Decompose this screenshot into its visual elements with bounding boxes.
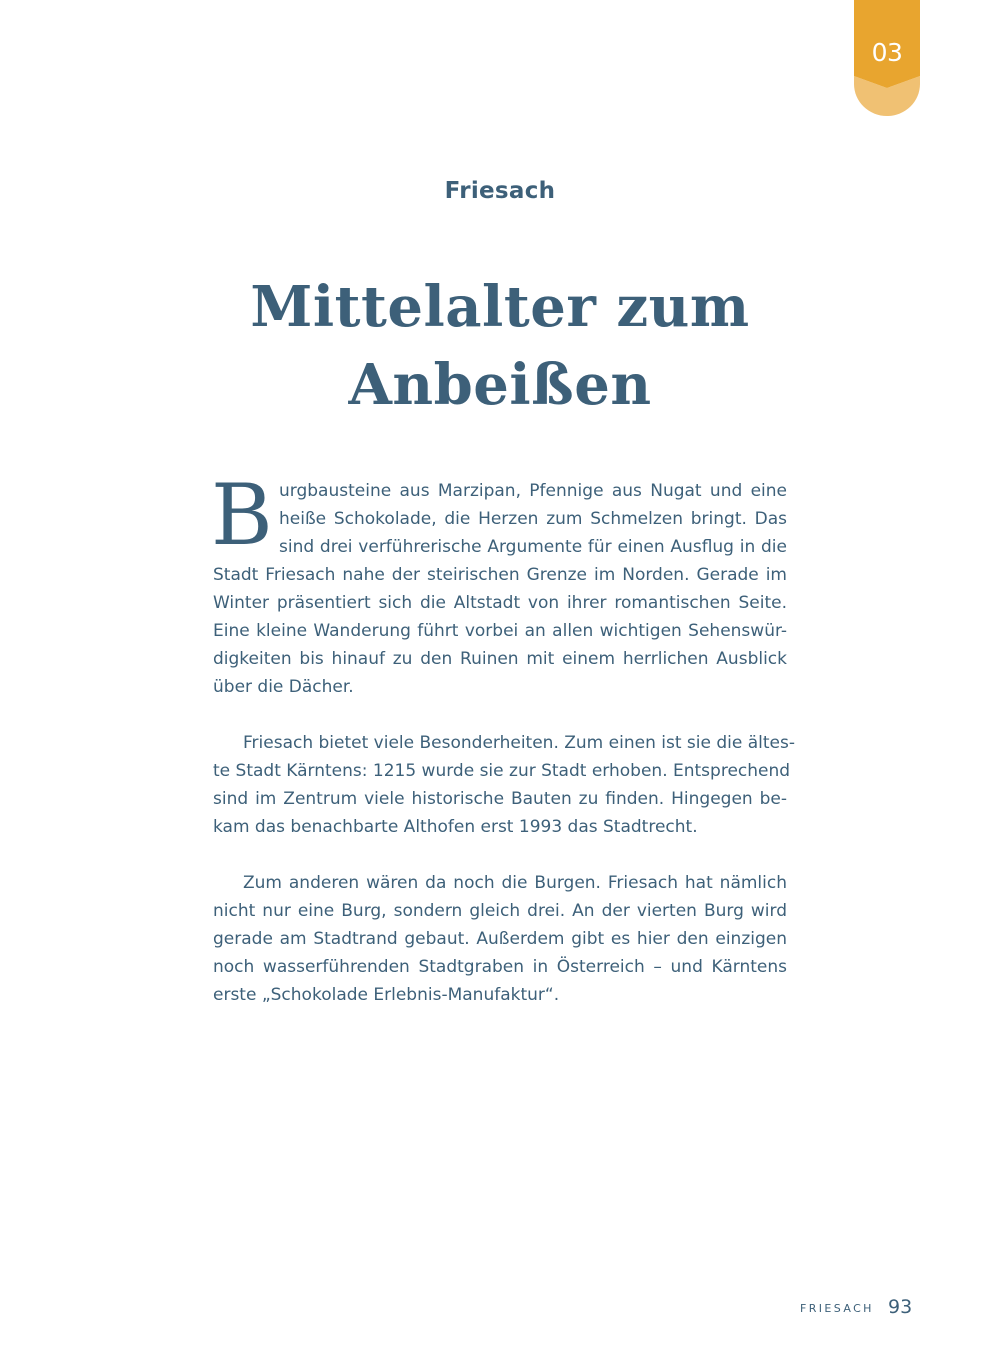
text-line: Friesach bietet viele Besonderheiten. Zum einen ist sie die ältes- (243, 733, 795, 753)
text-line: noch wasserführenden Stadtgraben in Österreich – und Kärntens (213, 957, 787, 977)
text-line: kam das benachbarte Althofen erst 1993 das Stadtrecht. (213, 817, 698, 837)
paragraph-2 (213, 729, 795, 841)
chapter-number: 03 (871, 38, 903, 67)
text-line: heiße Schokolade, die Herzen zum Schmelzen bringt. Das (279, 509, 787, 529)
page-number: 93 (888, 1296, 913, 1318)
text-line: Zum anderen wären da noch die Burgen. Friesach hat nämlich (243, 873, 787, 893)
paragraph-3 (213, 869, 787, 1009)
article-body (211, 466, 795, 1009)
title-line-2: Anbeißen (348, 352, 652, 418)
text-line: nicht nur eine Burg, sondern gleich drei. An der vierten Burg wird (213, 901, 787, 921)
text-line: gerade am Stadtrand gebaut. Außerdem gibt es hier den einzigen (213, 929, 787, 949)
running-footer-section: FRIESACH (800, 1302, 874, 1315)
text-line: te Stadt Kärntens: 1215 wurde sie zur Stadt erhoben. Entsprechend (213, 761, 791, 781)
title-line-1: Mittelalter zum (250, 274, 750, 340)
text-line: urgbausteine aus Marzipan, Pfennige aus Nugat und eine (279, 481, 787, 501)
text-line: Eine kleine Wanderung führt vorbei an allen wichtigen Sehenswür- (213, 621, 787, 641)
section-label: Friesach (444, 178, 556, 204)
text-line: über die Dächer. (213, 677, 354, 697)
text-line: Winter präsentiert sich die Altstadt von ihrer romantischen Seite. (213, 593, 787, 613)
paragraph-1 (211, 466, 787, 701)
text-line: sind im Zentrum viele historische Bauten zu finden. Hingegen be- (213, 789, 787, 809)
text-line: erste „Schokolade Erlebnis-Manufaktur“. (213, 985, 560, 1005)
drop-cap: B (211, 466, 273, 564)
text-line: Stadt Friesach nahe der steirischen Grenze im Norden. Gerade im (213, 565, 787, 585)
text-line: sind drei verführerische Argumente für einen Ausflug in die (279, 537, 787, 557)
page-title (0, 268, 1000, 424)
chapter-tab (854, 0, 920, 116)
text-line: digkeiten bis hinauf zu den Ruinen mit einem herrlichen Ausblick (213, 649, 787, 669)
